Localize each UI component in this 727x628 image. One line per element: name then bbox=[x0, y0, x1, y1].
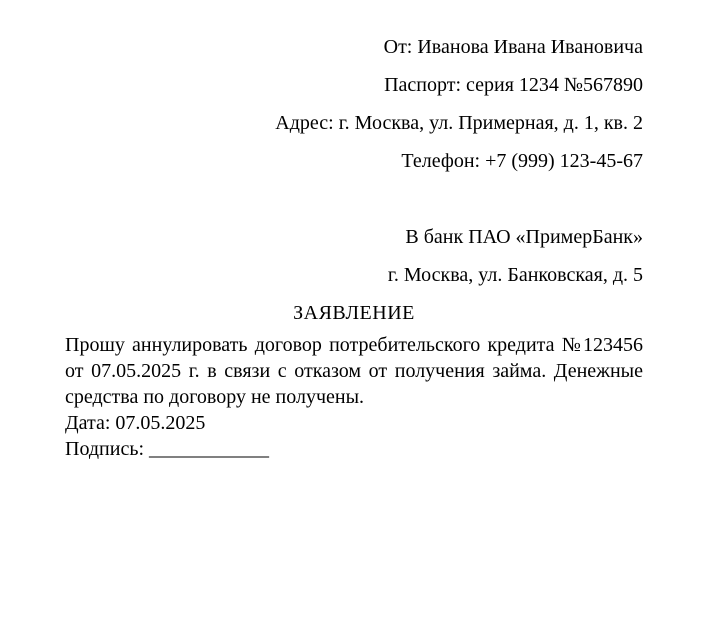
signature-line bbox=[65, 436, 643, 462]
sender-address-line: Адрес: г. Москва, ул. Примерная, д. 1, кв. 2 bbox=[275, 112, 643, 134]
sender-phone-line: Телефон: +7 (999) 123-45-67 bbox=[401, 150, 643, 172]
recipient-bank-line: В банк ПАО «ПримерБанк» bbox=[405, 226, 643, 248]
signature-label: Подпись: bbox=[65, 438, 150, 460]
recipient-block bbox=[65, 218, 643, 294]
body-paragraph: Прошу аннулировать договор потребительского кредита №123456 от 07.05.2025 г. в связи с отказом от получения займа. Денежные средства по договору не получены. bbox=[65, 334, 643, 408]
sender-block bbox=[65, 28, 643, 180]
signature-blank-underline: ____________ bbox=[149, 438, 270, 460]
sender-passport-line: Паспорт: серия 1234 №567890 bbox=[384, 74, 643, 96]
date-line: Дата: 07.05.2025 bbox=[65, 412, 206, 434]
recipient-address-line: г. Москва, ул. Банковская, д. 5 bbox=[387, 264, 643, 286]
sender-from-line: От: Иванова Ивана Ивановича bbox=[383, 36, 643, 58]
document-title: ЗАЯВЛЕНИЕ bbox=[293, 302, 415, 324]
